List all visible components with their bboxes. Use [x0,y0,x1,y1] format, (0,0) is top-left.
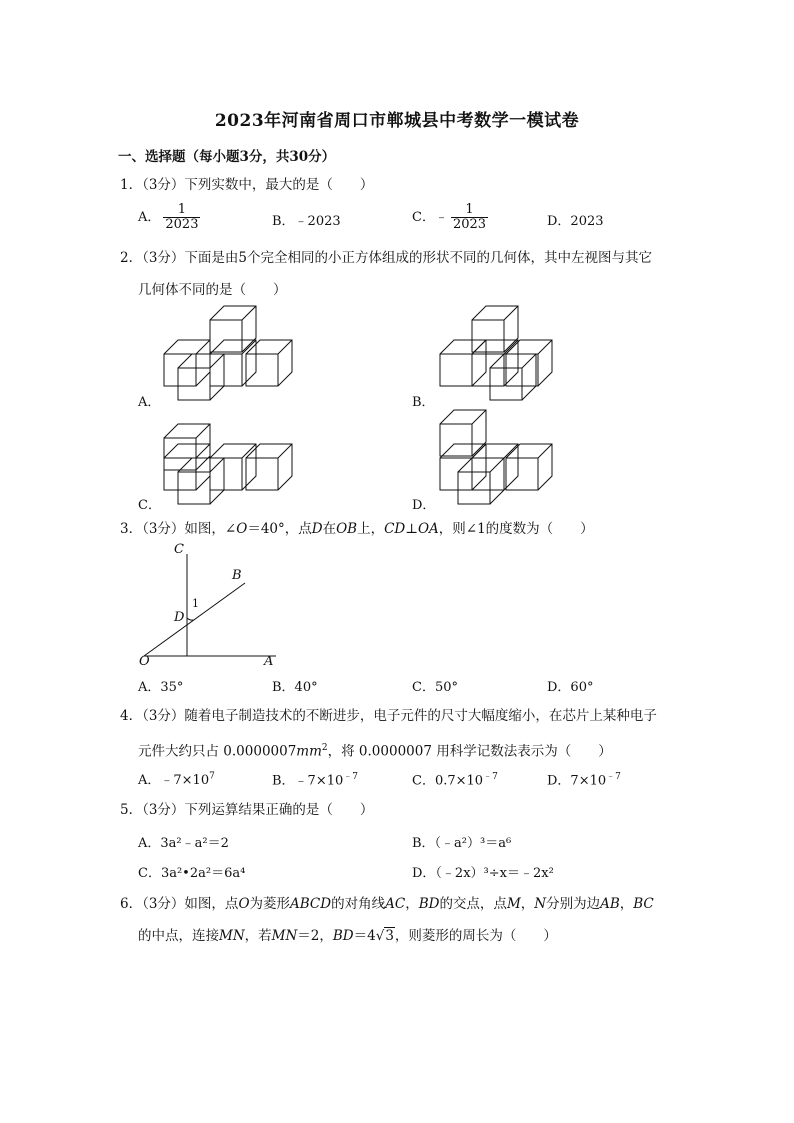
q1-option-b[interactable]: B．﹣2023 [272,214,341,229]
figure-a [164,306,292,400]
q4-stem-line2: 元件大约只占 $0.0000007mm^2$，将 0.0000007 用科学记数法表示为（ ） [138,743,612,760]
page-title: 2023年河南省周口市郸城县中考数学一模试卷 [214,111,580,131]
q2-option-b[interactable]: B． [412,395,435,410]
fig-label-angle-1: 1 [192,597,199,610]
q2-option-c[interactable]: C． [138,498,161,513]
q2-option-a[interactable]: A． [138,395,161,410]
figure-c [164,424,292,504]
q5-option-c[interactable]: C．3a²•2a²＝6a⁴ [138,866,246,881]
q1-stem: 1．（3分）下列实数中，最大的是（ ） [120,177,374,193]
section-heading: 一、选择题（每小题3分，共30分） [118,149,336,165]
q5-option-b[interactable]: B．（﹣a²）³＝a⁶ [412,836,512,851]
q3-option-b[interactable]: B．40° [272,680,318,695]
fig-label-b: B [232,568,242,583]
q2-cube-figures [0,0,794,520]
q1-option-d[interactable]: D．2023 [547,214,604,229]
q3-option-d[interactable]: D．60° [547,680,594,695]
q2-option-d[interactable]: D． [412,498,436,513]
q6-stem-line2: 的中点，连接MN，若MN＝2，BD＝4√3，则菱形的周长为（ ） [138,928,557,944]
fraction: $\frac{1}{2023}$ [452,202,487,232]
figure-b [440,306,552,400]
q4-stem-line1: 4．（3分）随着电子制造技术的不断进步，电子元件的尺寸大幅度缩小，在芯片上某种电子 [120,708,657,724]
q5-option-a[interactable]: A．3a²﹣a²＝2 [138,836,229,851]
q4-option-d[interactable]: D．$7\times 10^{﹣7}$ [547,772,621,789]
fig-label-c: C [174,542,184,557]
q3-option-c[interactable]: C．50° [412,680,458,695]
option-label: C．﹣ [412,210,448,225]
q2-stem-line1: 2．（3分）下面是由5个完全相同的小正方体组成的形状不同的几何体，其中左视图与其它 [120,250,653,266]
q4-option-b[interactable]: B．$﹣7\times 10^{﹣7}$ [272,772,358,789]
q5-option-d[interactable]: D．（﹣2x）³÷x＝﹣2x² [412,866,554,881]
q5-stem: 5．（3分）下列运算结果正确的是（ ） [120,802,374,818]
fraction: $\frac{1}{2023}$ [165,202,199,232]
fig-label-a: A [264,654,274,669]
fig-label-o: O [139,654,150,669]
option-label: A． [138,210,161,225]
q4-option-c[interactable]: C．$0.7\times 10^{﹣7}$ [412,772,498,789]
q3-option-a[interactable]: A．35° [138,680,184,695]
q3-angle-figure [134,542,294,672]
q6-stem-line1: 6．（3分）如图，点O为菱形ABCD的对角线AC，BD的交点，点M，N分别为边AB，BC [120,896,654,912]
q3-stem: 3．（3分）如图，∠O＝40°，点D在OB上，CD⊥OA，则∠1的度数为（ ） [120,521,594,537]
q2-stem-line2: 几何体不同的是（ ） [138,282,287,298]
figure-d [440,410,552,504]
fig-label-d: D [174,610,185,625]
q4-option-a[interactable]: A．$﹣7\times 10^7$ [138,771,215,788]
